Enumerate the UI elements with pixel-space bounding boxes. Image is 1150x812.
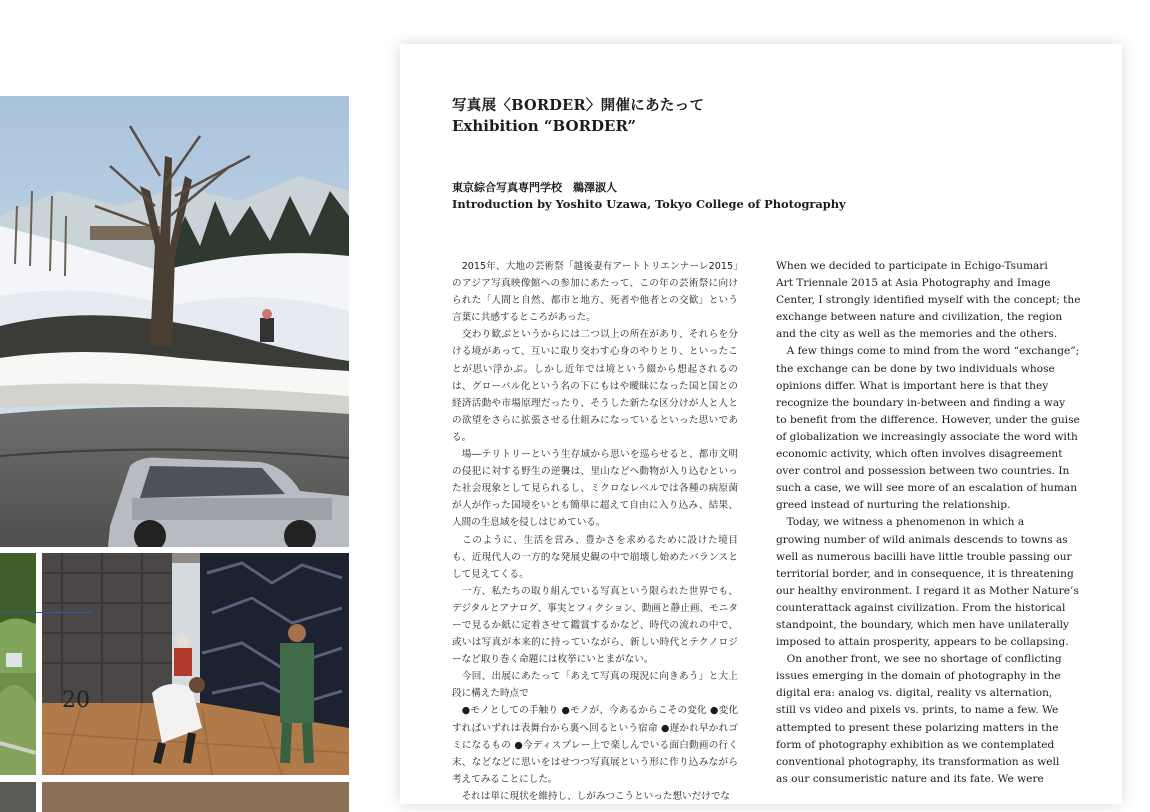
- en-line: conventional photography, its transformation as well: [776, 755, 1060, 768]
- en-line: still vs video and pixels vs. prints, to name a few. We: [776, 704, 1059, 717]
- en-line: imposed to attain prosperity, appears to be collapsing.: [776, 636, 1069, 649]
- en-line: as our consumeristic nature and its fate. We were: [776, 772, 1044, 785]
- en-line: and the city as well as the memories and the others.: [776, 328, 1058, 341]
- en-line: greed instead of nurturing the relationship.: [776, 499, 1011, 512]
- title-english: Exhibition “BORDER”: [452, 117, 637, 135]
- en-line: of globalization we increasingly associate the word with: [776, 430, 1078, 443]
- en-line: standpoint, the boundary, which men have unilaterally: [776, 618, 1070, 631]
- en-line: When we decided to participate in Echigo-Tsumari: [776, 260, 1048, 272]
- snow-landscape-photo: [0, 96, 349, 547]
- en-paragraph: [776, 514, 1079, 651]
- en-line: recognize the boundary in-between and finding a way: [776, 396, 1066, 409]
- jp-paragraph: 今回、出展にあたって「あえて写真の現況に向きあう」と大上段に構えた時点で: [452, 671, 738, 700]
- en-line: territorial border, and in consequence, it is threatening: [776, 567, 1074, 580]
- en-line: digital era: analog vs. digital, reality vs alternation,: [776, 687, 1053, 700]
- en-line: issues emerging in the domain of photography in the: [776, 670, 1061, 683]
- page-number: 20: [62, 688, 90, 713]
- en-line: Center, I strongly identified myself with the concept; the: [776, 294, 1081, 307]
- jp-paragraph: 交わり歓ぶというからには二つ以上の所在があり、それらを分ける境があって、互いに取り交わす心身のやりとり、といったことが思い浮かぶ。しかし近年では境という綴から想起されるのは、グローバル化という名の下にもはや曖昧になった国と国との経済活動や市場原理だったり、そうした新たな区分けが人と人との欲望をさらに拡張させる仕組みになっているといった思いである。: [452, 329, 738, 443]
- jp-paragraph: ●モノとしての手触り ●モノが、今あるからこその変化 ●変化すればいずれは表舞台から裏へ回るという宿命 ●遅かれ早かれゴミになるもの ●今ディスプレー上で楽しんでいる面白動画の行く末、などなどに思いをはせつつ写真展という形に作り込みながら考えてみることにした。: [452, 705, 738, 785]
- en-line: our healthy environment. I regard it as Mother Nature’s: [776, 584, 1079, 597]
- english-body-column: [776, 258, 1081, 788]
- bottom-photo-right: [42, 782, 349, 812]
- title-japanese: 写真展〈BORDER〉開催にあたって: [452, 97, 705, 114]
- left-page: [0, 44, 392, 804]
- en-line: form of photography exhibition as we contemplated: [776, 738, 1055, 751]
- en-paragraph: [776, 258, 1081, 343]
- en-line: Today, we witness a phenomenon in which a: [776, 516, 1025, 529]
- installation-photo: [42, 553, 349, 775]
- en-line: such a case, we will see more of an escalation of human: [776, 482, 1078, 495]
- en-line: growing number of wild animals descends to towns as: [776, 533, 1068, 546]
- jp-paragraph: それは単に現状を維持し、しがみつこうといった想いだけでな: [452, 790, 731, 802]
- blue-guide-line: [0, 612, 92, 613]
- en-line: well as numerous bacilli have little trouble passing our: [776, 550, 1072, 563]
- japanese-body-column: [452, 258, 738, 805]
- author-japanese: 東京綜合写真専門学校 鵜澤淑人: [452, 181, 617, 194]
- bottom-photo-left: [0, 782, 36, 812]
- en-line: to benefit from the difference. However, under the guise: [776, 413, 1080, 426]
- en-line: the exchange can be done by two individuals whose: [776, 362, 1055, 375]
- en-line: economic activity, which often involves disagreement: [776, 448, 1063, 461]
- en-line: Art Triennale 2015 at Asia Photography and Image: [776, 277, 1051, 290]
- right-page: [400, 44, 1122, 804]
- jp-paragraph: 場―テリトリーという生存域から思いを巡らせると、都市文明の侵犯に対する野生の逆襲は、里山などへ動物が入り込むといった社会現象として見られるし、ミクロなレベルでは各種の病原菌が人が作った国境をいとも簡単に超えて自由に入り込み、結果、人間の生息域を侵しはじめている。: [452, 449, 738, 529]
- en-line: counterattack against civilization. From the historical: [776, 601, 1066, 614]
- author-english: Introduction by Yoshito Uzawa, Tokyo College of Photography: [452, 197, 846, 211]
- jp-paragraph: 一方、私たちの取り組んでいる写真という限られた世界でも、デジタルとアナログ、事実とフィクション、動画と静止画、モニターで見るか紙に定着させて鑑賞するかなど、時代の流れの中で、或いは写真が本来的に持っていながら、新しい時代とテクノロジーなど取り巻く命題には枚挙にいとまがない。: [452, 585, 738, 666]
- en-line: over control and possession between two countries. In: [776, 465, 1070, 478]
- en-line: A few things come to mind from the word “exchange”;: [776, 345, 1080, 358]
- en-line: opinions differ. What is important here is that they: [776, 379, 1049, 392]
- en-paragraph: [776, 651, 1066, 788]
- en-line: exchange between nature and civilization, the region: [776, 311, 1063, 324]
- jp-paragraph: このように、生活を営み、豊かさを求めるために設けた境目も、近現代人の一方的な発展史観の中で崩壊し始めたバランスとして見えてくる。: [452, 534, 738, 580]
- jp-paragraph: 2015年、大地の芸術祭「越後妻有アートトリエンナーレ2015」のアジア写真映像館への参加にあたって、この年の芸術祭に向けられた「人間と自然、都市と地方、死者や他者との交歓」という言葉に共感するところがあった。: [452, 261, 738, 324]
- en-line: On another front, we see no shortage of conflicting: [776, 653, 1062, 666]
- green-field-photo: [0, 553, 36, 775]
- en-paragraph: [776, 343, 1080, 514]
- en-line: attempted to present these polarizing matters in the: [776, 721, 1059, 734]
